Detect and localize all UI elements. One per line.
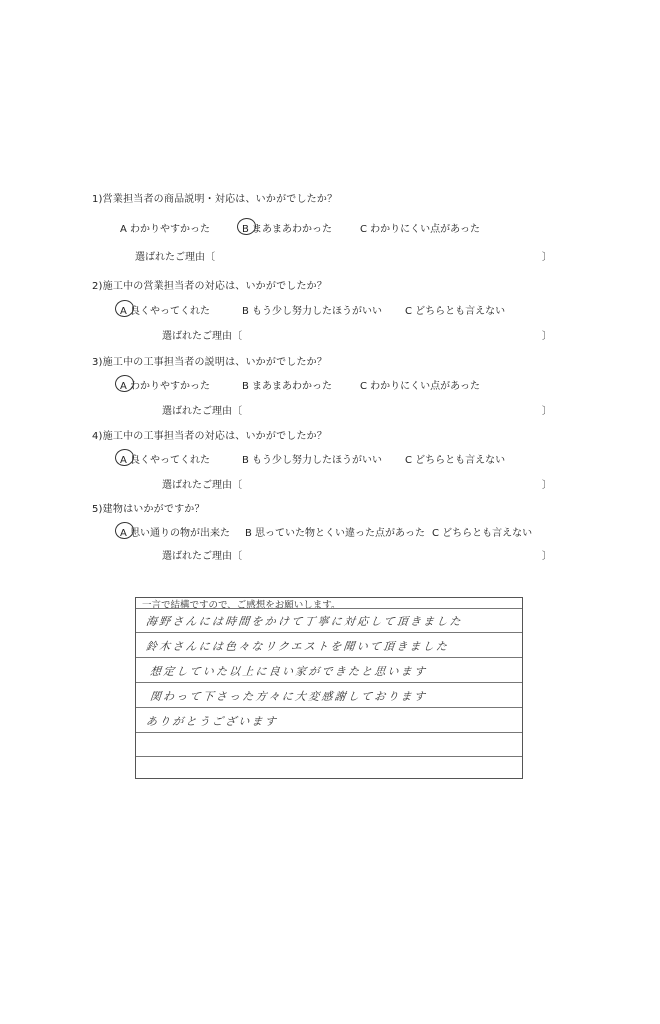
question-2-title: 2)施工中の営業担当者の対応は、いかがでしたか？	[92, 281, 328, 292]
question-5-title: 5)建物はいかがですか？	[92, 504, 205, 515]
comment-box-title: 一言で結構ですので、ご感想をお願いします。	[142, 600, 341, 611]
question-1-option-b: B まあまあわかった	[242, 224, 333, 235]
question-3-title: 3)施工中の工事担当者の説明は、いかがでしたか？	[92, 357, 328, 368]
question-2-option-c: C どちらとも言えない	[405, 306, 506, 317]
handwritten-line-5: ありがとうございます	[145, 715, 279, 728]
comment-rule	[136, 707, 522, 708]
question-1-reason-label: 選ばれたご理由〔	[135, 252, 215, 263]
question-4-option-b: B もう少し努力したほうがいい	[242, 455, 383, 466]
question-3-option-c: C わかりにくい点があった	[360, 381, 481, 392]
question-4-option-a: A 良くやってくれた	[120, 455, 211, 466]
question-2-option-a: A 良くやってくれた	[120, 306, 211, 317]
question-5-option-b: B 思っていた物とくい違った点があった	[245, 528, 425, 539]
question-4-option-c: C どちらとも言えない	[405, 455, 506, 466]
question-2-option-b: B もう少し努力したほうがいい	[242, 306, 383, 317]
question-3-option-a: A わかりやすかった	[120, 381, 211, 392]
question-4-reason-close: 〕	[542, 480, 552, 491]
comment-rule	[136, 608, 522, 609]
question-2-reason-label: 選ばれたご理由〔	[162, 331, 242, 342]
handwritten-line-3: 想定していた以上に良い家ができたと思います	[149, 665, 428, 678]
question-5-reason-close: 〕	[542, 551, 552, 562]
comment-rule	[136, 657, 522, 658]
question-5-option-c: C どちらとも言えない	[432, 528, 533, 539]
question-4-title: 4)施工中の工事担当者の対応は、いかがでしたか？	[92, 431, 328, 442]
question-5-reason-label: 選ばれたご理由〔	[162, 551, 242, 562]
question-2-reason-close: 〕	[542, 331, 552, 342]
handwritten-line-2: 鈴木さんには色々なリクエストを聞いて頂きました	[145, 640, 450, 653]
question-1-option-a: A わかりやすかった	[120, 224, 211, 235]
comment-rule	[136, 682, 522, 683]
comment-rule	[136, 632, 522, 633]
question-1-reason-close: 〕	[542, 252, 552, 263]
question-3-reason-close: 〕	[542, 406, 552, 417]
question-1-title: 1)営業担当者の商品説明・対応は、いかがでしたか？	[92, 194, 338, 205]
handwritten-line-4: 関わって下さった方々に大変感謝しております	[149, 690, 428, 703]
comment-rule	[136, 756, 522, 757]
question-4-reason-label: 選ばれたご理由〔	[162, 480, 242, 491]
comment-rule	[136, 732, 522, 733]
question-3-option-b: B まあまあわかった	[242, 381, 333, 392]
question-1-option-c: C わかりにくい点があった	[360, 224, 481, 235]
question-5-option-a: A 思い通りの物が出来た	[120, 528, 231, 539]
handwritten-line-1: 海野さんには時間をかけて丁寧に対応して頂きました	[145, 615, 464, 628]
question-3-reason-label: 選ばれたご理由〔	[162, 406, 242, 417]
